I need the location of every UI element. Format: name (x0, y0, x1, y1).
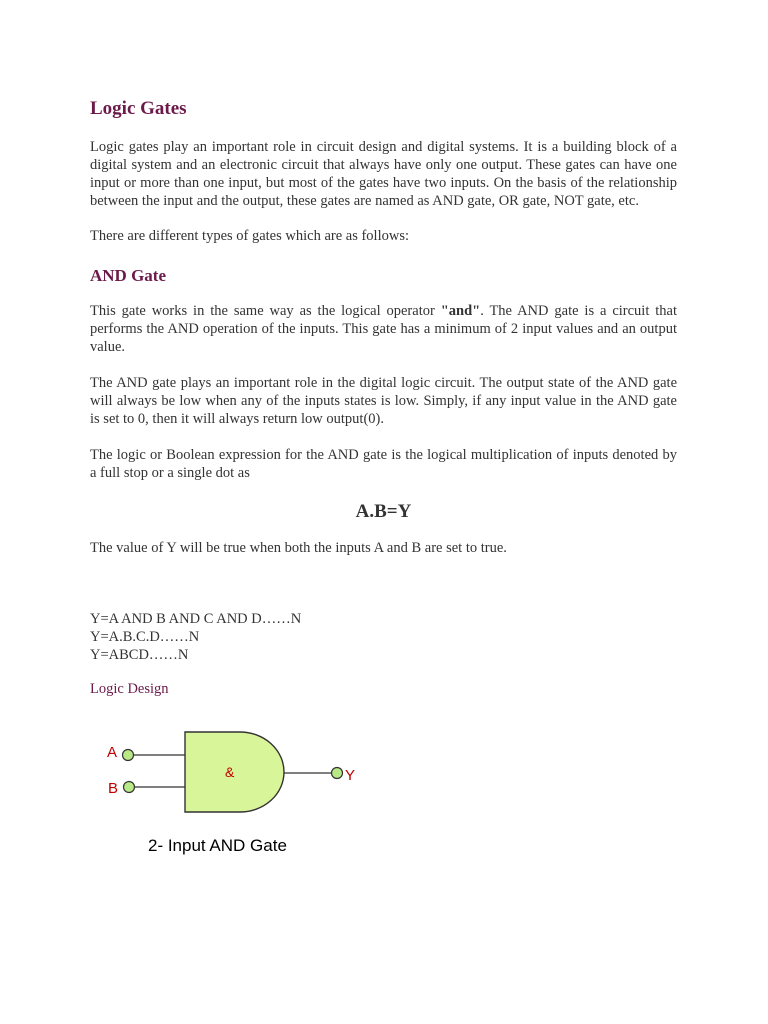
equation-line: Y=A AND B AND C AND D……N (90, 611, 302, 627)
diagram-caption: 2- Input AND Gate (148, 836, 287, 855)
boolean-formula: A.B=Y (355, 501, 412, 522)
page-title: Logic Gates (90, 98, 187, 119)
input-a-terminal (123, 750, 134, 761)
and-gate-diagram (100, 726, 380, 866)
and-gate-paragraph-2: The AND gate plays an important role in the digital logic circuit. The output state of the AND gate will always be low when any of the inputs states is low. Simply, if any input value in the AND gate is set to 0, then it will always return low output(0). (90, 375, 677, 427)
logic-design-label: Logic Design (90, 681, 169, 697)
and-gate-paragraph-4: The value of Y will be true when both the inputs A and B are set to true. (90, 540, 507, 556)
equation-line: Y=A.B.C.D……N (90, 629, 200, 645)
and-gate-svg (100, 726, 380, 826)
output-terminal (332, 768, 343, 779)
input-b-label: B (108, 780, 119, 797)
and-gate-heading: AND Gate (90, 266, 167, 285)
and-symbol: & (225, 764, 235, 780)
text-segment: This gate works in the same way as the logical operator (90, 303, 441, 319)
and-gate-paragraph-3: The logic or Boolean expression for the AND gate is the logical multiplication of inputs denoted by a full stop or a single dot as (90, 447, 677, 481)
input-a-label: A (107, 744, 118, 761)
types-paragraph: There are different types of gates which are as follows: (90, 228, 410, 244)
text-segment: . The AND gate is a circuit that performs the AND operation of the inputs. This gate has a minimum of 2 input values and an output value. (90, 303, 677, 355)
and-gate-body (185, 732, 284, 812)
output-y-label: Y (345, 767, 356, 784)
article-body (90, 97, 677, 698)
bold-operator: "and" (440, 303, 481, 319)
and-gate-paragraph-1 (90, 302, 677, 356)
intro-paragraph: Logic gates play an important role in circuit design and digital systems. It is a building block of a digital system and an electronic circuit that always have only one output. These gates can have one input or more than one input, but most of the gates have two inputs. On the basis of the relationship between the input and the output, these gates are named as AND gate, OR gate, NOT gate, etc. (90, 139, 677, 209)
equation-line: Y=ABCD……N (90, 647, 189, 663)
input-b-terminal (124, 782, 135, 793)
equations-block (90, 610, 677, 664)
